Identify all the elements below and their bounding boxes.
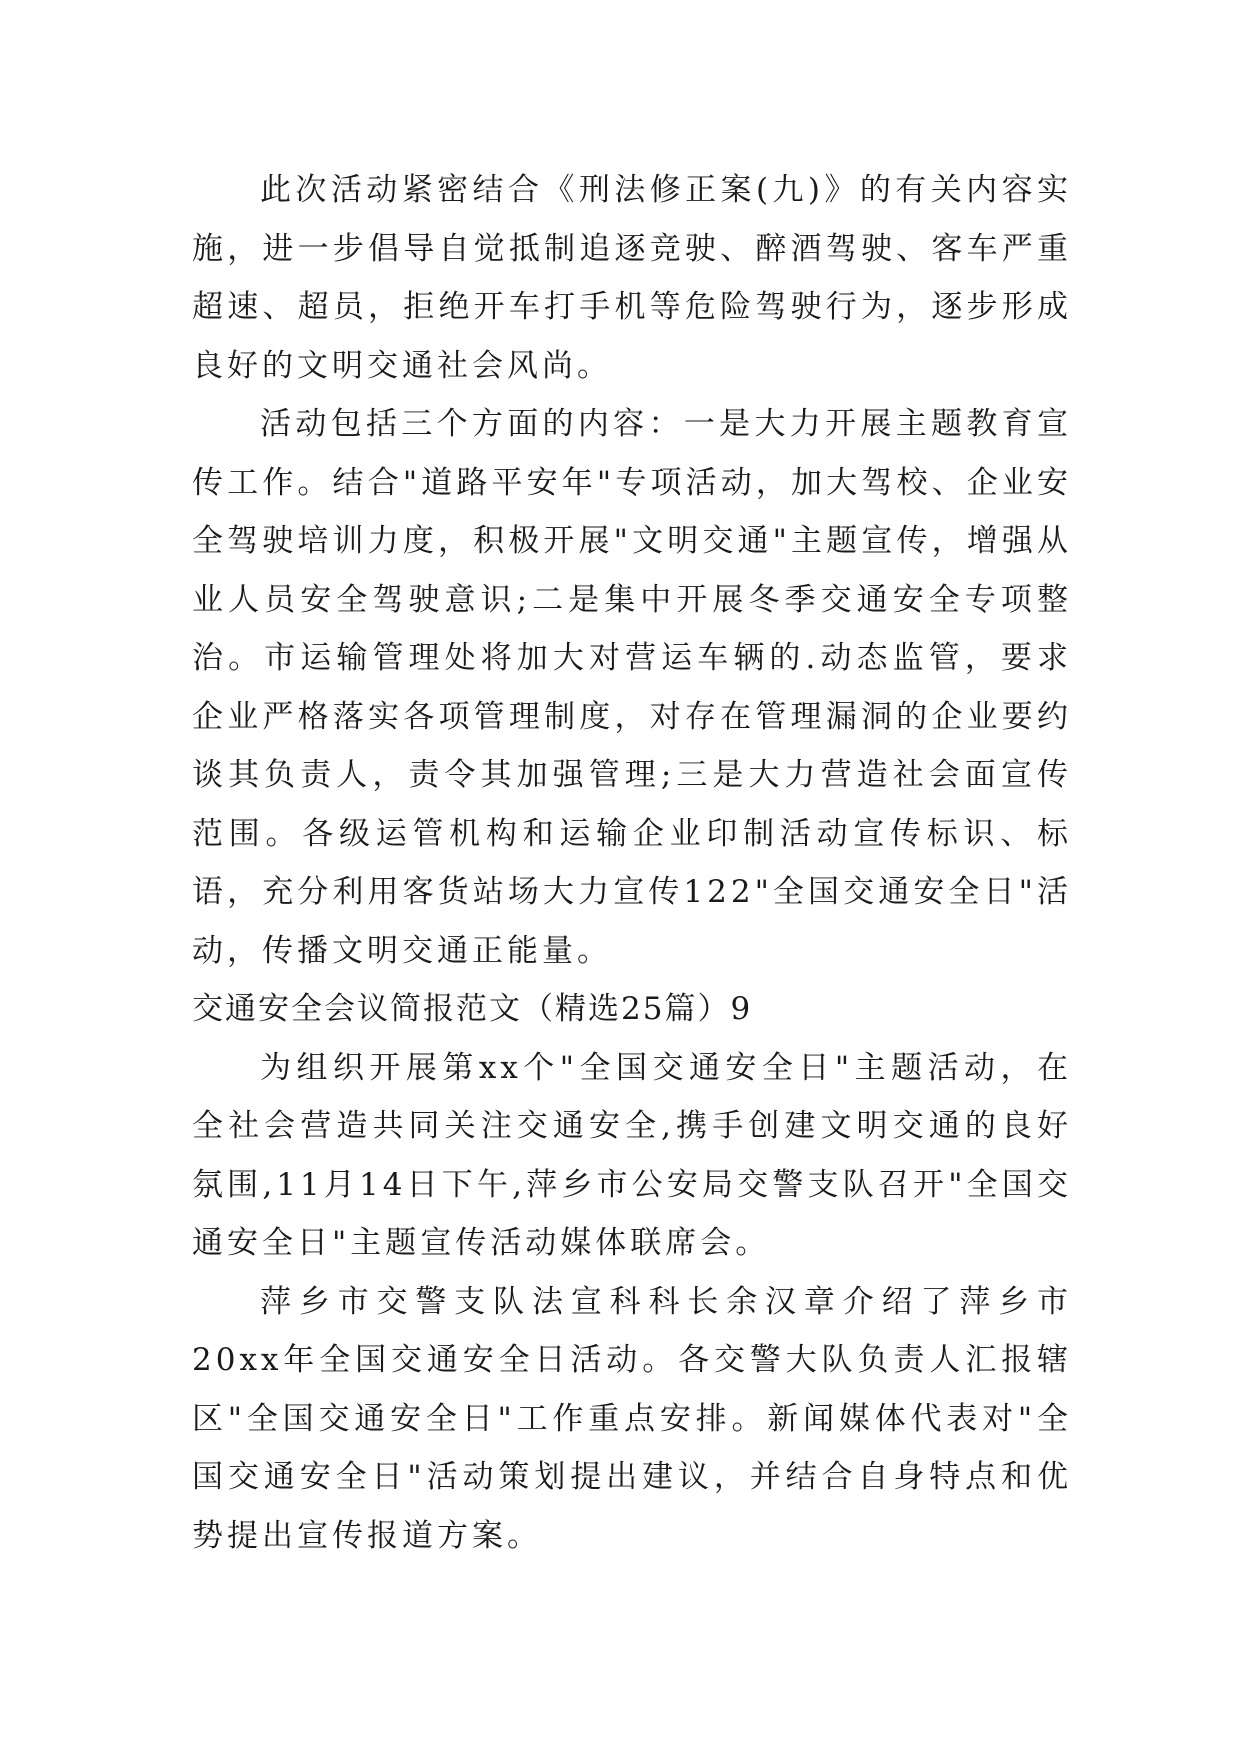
paragraph-meeting-intro: 为组织开展第xx个"全国交通安全日"主题活动，在全社会营造共同关注交通安全,携手创建文明交通的良好氛围,11月14日下午,萍乡市公安局交警支队召开"全国交通安全日"主题宣传活动媒体联席会。 xyxy=(192,1049,1072,1261)
paragraph-activity-contents: 活动包括三个方面的内容：一是大力开展主题教育宣传工作。结合"道路平安年"专项活动，加大驾校、企业安全驾驶培训力度，积极开展"文明交通"主题宣传，增强从业人员安全驾驶意识;二是集中开展冬季交通安全专项整治。市运输管理处将加大对营运车辆的.动态监管，要求企业严格落实各项管理制度，对存在管理漏洞的企业要约谈其负责人，责令其加强管理;三是大力营造社会面宣传范围。各级运管机构和运输企业印制活动宣传标识、标语，充分利用客货站场大力宣传122"全国交通安全日"活动，传播文明交通正能量。 xyxy=(192,406,1072,969)
section-heading: 交通安全会议简报范文（精选25篇）9 xyxy=(192,991,753,1027)
paragraph-activity-intro: 此次活动紧密结合《刑法修正案(九)》的有关内容实施，进一步倡导自觉抵制追逐竞驶、醉酒驾驶、客车严重超速、超员，拒绝开车打手机等危险驾驶行为，逐步形成良好的文明交通社会风尚。 xyxy=(192,172,1072,384)
document-body xyxy=(192,161,1072,1565)
paragraph-meeting-details: 萍乡市交警支队法宣科科长余汉章介绍了萍乡市20xx年全国交通安全日活动。各交警大队负责人汇报辖区"全国交通安全日"工作重点安排。新闻媒体代表对"全国交通安全日"活动策划提出建议，并结合自身特点和优势提出宣传报道方案。 xyxy=(192,1283,1072,1554)
